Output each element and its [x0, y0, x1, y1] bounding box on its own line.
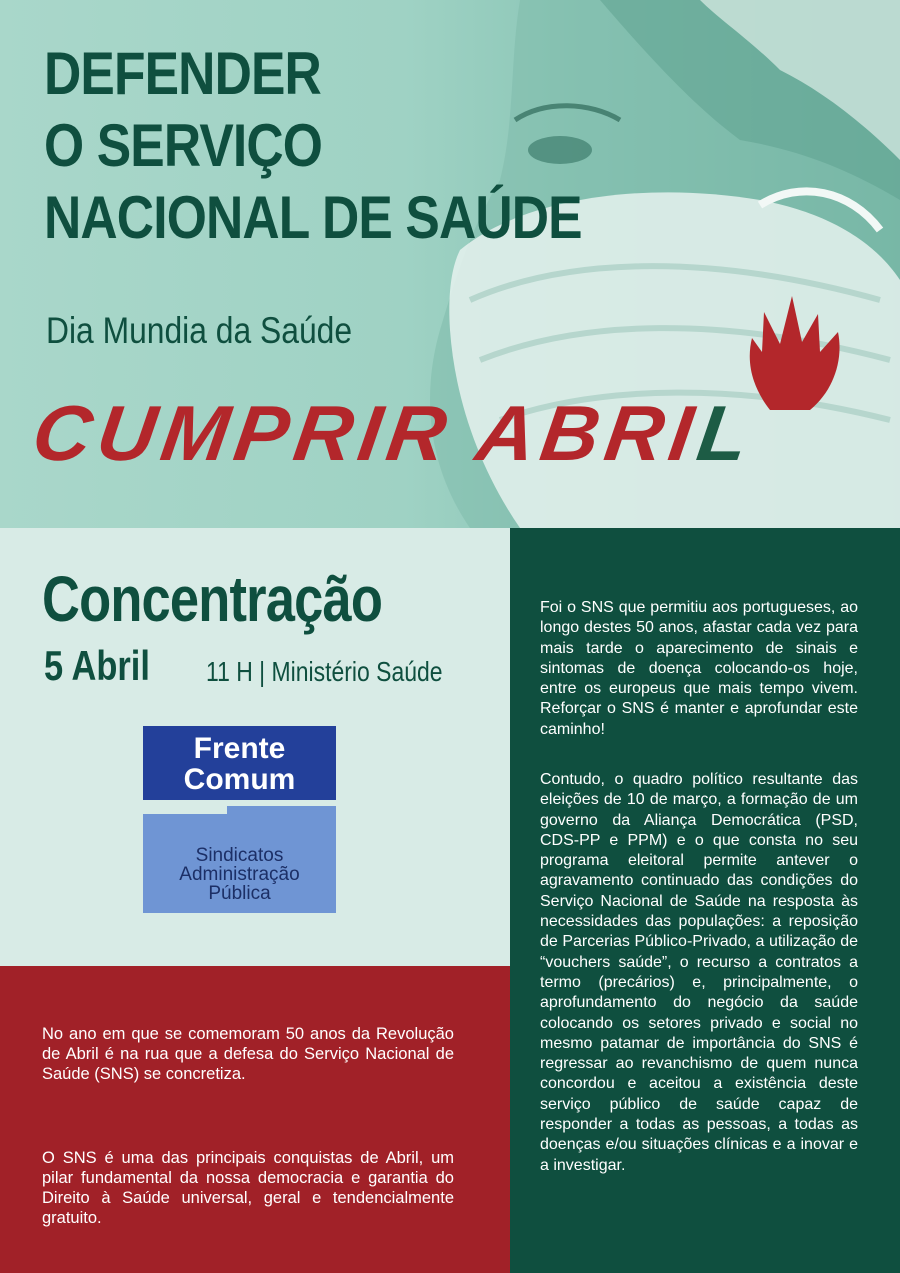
headline-line-1: DEFENDER: [44, 40, 321, 107]
slogan-cumprir-abril: [27, 388, 760, 479]
logo-name-line-2: Comum: [183, 763, 296, 796]
logo-sub-line-3: Pública: [208, 883, 271, 904]
event-date: 5 Abril: [44, 642, 150, 689]
event-time-location: 11 H | Ministério Saúde: [206, 656, 443, 687]
logo-sub-line-1: Sindicatos: [195, 845, 284, 866]
headline-line-2: O SERVIÇO: [44, 112, 323, 179]
logo-name-line-1: Frente: [193, 732, 286, 765]
hero-banner: [0, 0, 900, 528]
right-paragraph-2: Contudo, o quadro político resultante das eleições de 10 de março, a formação de um governo da Aliança Democrática (PSD, CDS-PP e PPM) e o que consta no seu programa eleitoral permite antever o agravamento continuado das condições do Serviço Nacional de Saúde na resposta às necessidades das populações: a reposição de Parcerias Público-Privado, a utilização de “vouchers saúde”, o recurso a contratos a termo (precários) e, principalmente, o aprofundamento do negócio da saúde colocando os setores privado e social no mesmo patamar de importância do SNS é regressar ao revanchismo de quem nunca concordou e aceitou a existência deste serviço público de saúde capaz de responder a todas as pessoas, a todas as doenças e/ou situações clínicas e a inovar e a investigar.: [540, 771, 858, 1174]
logo-sub-line-2: Administração: [179, 864, 300, 885]
subtitle: Dia Mundia da Saúde: [46, 310, 353, 351]
frente-comum-logo: [143, 726, 336, 800]
event-title: Concentração: [42, 563, 383, 635]
right-paragraph-1: Foi o SNS que permitiu aos portugueses, ao longo destes 50 anos, afastar cada vez para mais tarde o aparecimento de sinais e sintomas de doença colocando-os hoje, entre os europeus que mais tempo vivem. Reforçar o SNS é manter e aprofundar este caminho!: [540, 599, 858, 738]
slogan-main: CUMPRIR ABRI: [27, 389, 705, 477]
logo-cut-shape: [143, 806, 227, 814]
slogan-last-letter: L: [692, 389, 760, 477]
headline-line-3: NACIONAL DE SAÚDE: [44, 184, 582, 251]
main-headline: [44, 38, 582, 254]
logo-subtitle-block: [143, 806, 336, 913]
left-paragraph-2: O SNS é uma das principais conquistas de Abril, um pilar fundamental da nossa democracia e garantia do Direito à Saúde universal, geral e tendencialmente gratuito.: [42, 1149, 454, 1227]
left-paragraph-1: No ano em que se comemoram 50 anos da Revolução de Abril é na rua que a defesa do Serviço Nacional de Saúde (SNS) se concretiza.: [42, 1025, 454, 1083]
